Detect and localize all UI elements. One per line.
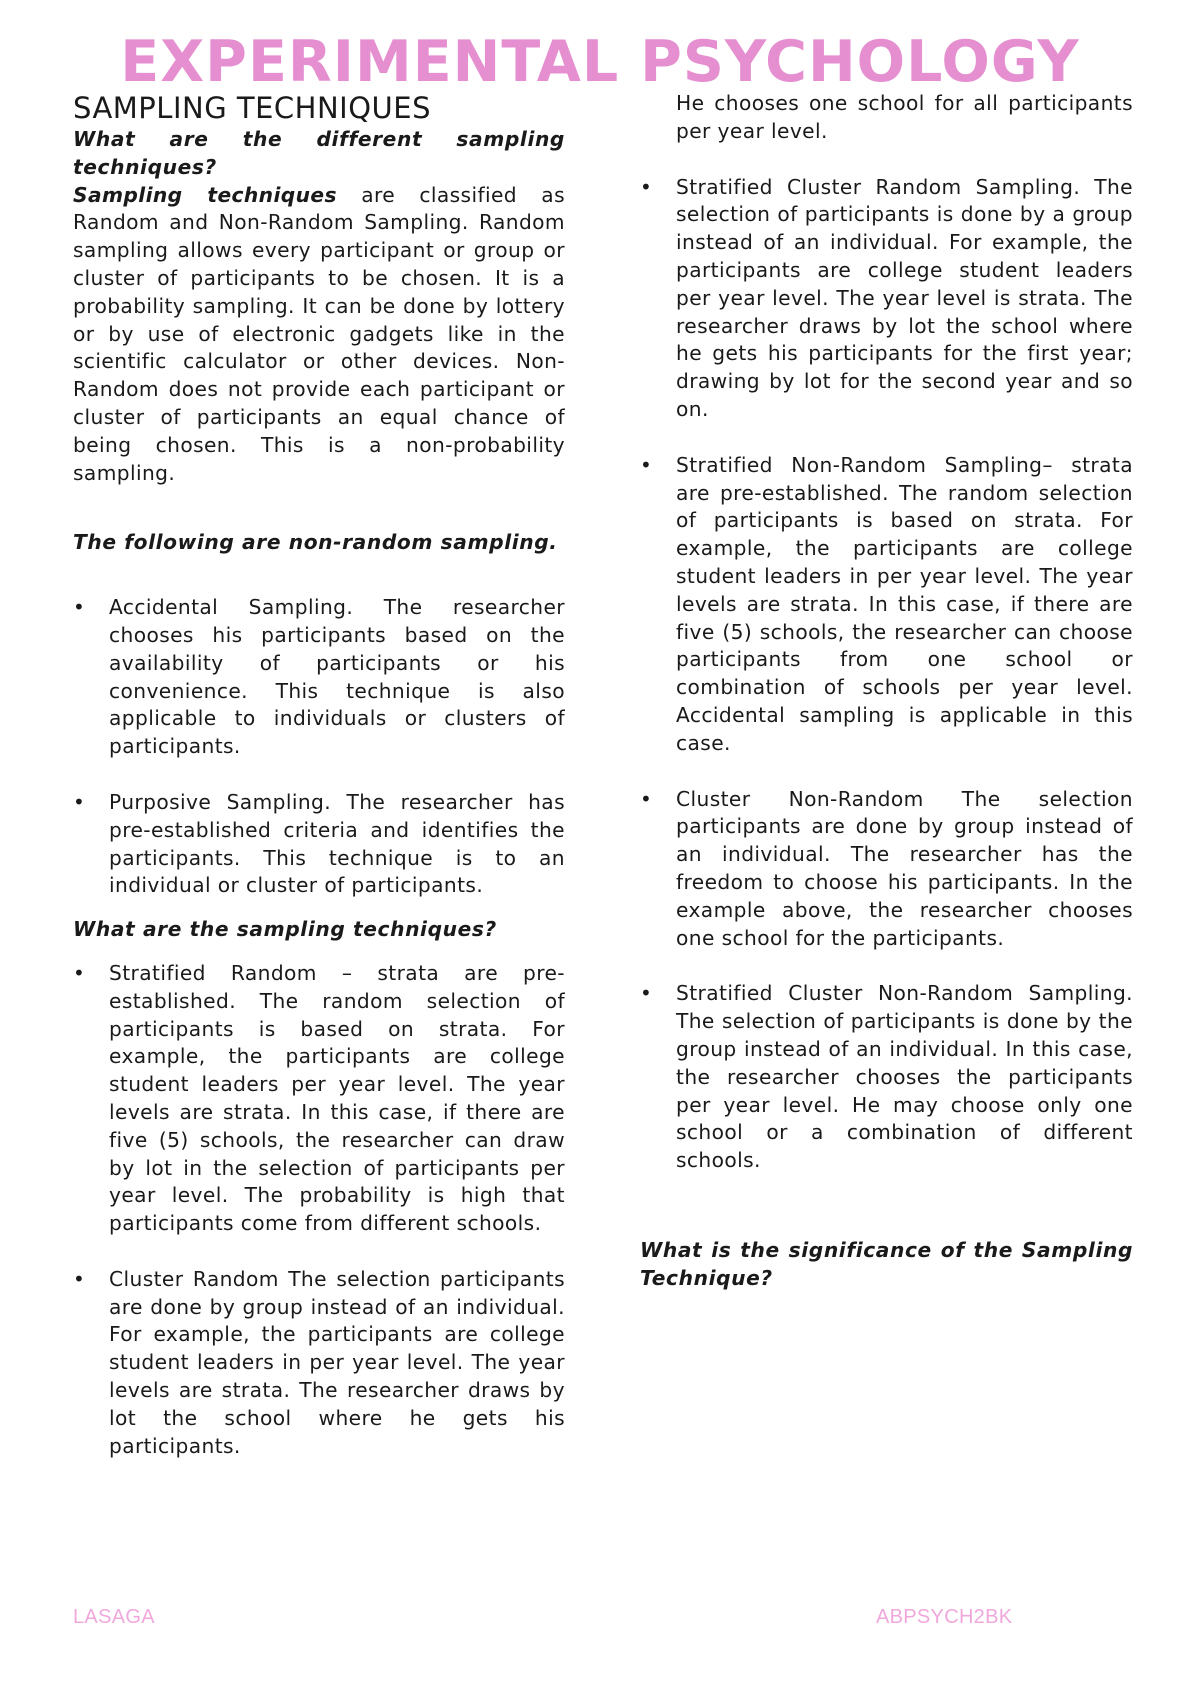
list-item-text: Purposive Sampling. The researcher has pre-established criteria and identifies the participants. This technique is to an individual or cluster of participants. xyxy=(109,789,565,898)
bullet-icon: • xyxy=(73,1266,86,1291)
footer-course-code: ABPSYCH2BK xyxy=(876,1606,1013,1628)
bullet-icon: • xyxy=(640,174,653,199)
document-title: EXPERIMENTAL PSYCHOLOGY xyxy=(120,29,1080,95)
intro-term: Sampling techniques xyxy=(73,182,337,207)
list-item-text: Accidental Sampling. The researcher chooses his participants based on the availability of participants or his convenience. This technique is also applicable to individuals or clusters of participants. xyxy=(109,595,565,759)
bullet-icon: • xyxy=(73,789,86,814)
question-significance: What is the significance of the Sampling Technique? xyxy=(640,1237,1133,1290)
footer-author: LASAGA xyxy=(73,1606,155,1628)
bullet-icon: • xyxy=(640,981,653,1006)
list-item xyxy=(640,980,1133,1175)
list-item-text: Stratified Cluster Non-Random Sampling. The selection of participants is done by the group instead of an individual. In this case, the researcher chooses the participants per year level. He may choose only one school or a combination of different schools. xyxy=(676,981,1133,1173)
non-random-list xyxy=(73,594,565,900)
section-subtitle: SAMPLING TECHNIQUES xyxy=(73,91,432,125)
left-column xyxy=(73,90,565,1460)
list-item xyxy=(73,960,565,1238)
bullet-icon: • xyxy=(73,960,86,985)
list-item-continuation xyxy=(640,90,1133,146)
bullet-icon: • xyxy=(640,452,653,477)
list-item xyxy=(73,594,565,761)
question-different-techniques: What are the different sampling techniques? xyxy=(73,127,565,179)
techniques-list-continued xyxy=(640,90,1133,1175)
list-item xyxy=(73,1266,565,1461)
list-item-text: Stratified Non-Random Sampling– strata are pre-established. The random selection of participants is based on strata. For example, the participants are college student leaders in per year level. The year levels are strata. In this case, if there are five (5) schools, the researcher can choose participants from one school or combination of schools per year level. Accidental sampling is applicable in this case. xyxy=(676,452,1133,755)
list-item-text: Cluster Random The selection participants are done by group instead of an individual. For example, the participants are college student leaders in per year level. The year levels are strata. The researcher draws by lot the school where he gets his participants. xyxy=(109,1266,565,1458)
list-item xyxy=(73,789,565,900)
bullet-icon: • xyxy=(640,786,653,811)
list-item xyxy=(640,786,1133,953)
list-item xyxy=(640,174,1133,424)
question-non-random: The following are non-random sampling. xyxy=(73,530,558,555)
list-item-text: Stratified Random – strata are pre-established. The random selection of participants is based on strata. For example, the participants are college student leaders per year level. The year levels are strata. In this case, if there are five (5) schools, the researcher can draw by lot in the selection of participants per year level. The probability is high that participants come from different schools. xyxy=(109,960,565,1236)
bullet-icon: • xyxy=(73,595,86,620)
question-sampling-techniques: What are the sampling techniques? xyxy=(73,917,497,942)
right-column xyxy=(640,90,1133,1292)
intro-paragraph xyxy=(73,182,565,488)
techniques-list xyxy=(73,960,565,1461)
list-item-text: He chooses one school for all participants per year level. xyxy=(676,91,1133,143)
list-item xyxy=(640,452,1133,758)
list-item-text: Stratified Cluster Random Sampling. The selection of participants is done by a group instead of an individual. For example, the participants are college student leaders per year level. The year level is strata. The researcher draws by lot the school where he gets his participants for the first year; drawing by lot for the second year and so on. xyxy=(676,174,1133,421)
list-item-text: Cluster Non-Random The selection participants are done by group instead of an individual. The researcher has the freedom to choose his participants. In the example above, the researcher chooses one school for the participants. xyxy=(676,786,1133,950)
intro-text: are classified as Random and Non-Random Sampling. Random sampling allows every participant or group or cluster of participants to be chosen. It is a probability sampling. It can be done by lottery or by use of electronic gadgets like in the scientific calculator or other devices. Non-Random does not provide each participant or cluster of participants an equal chance of being chosen. This is a non-probability sampling. xyxy=(73,182,565,485)
